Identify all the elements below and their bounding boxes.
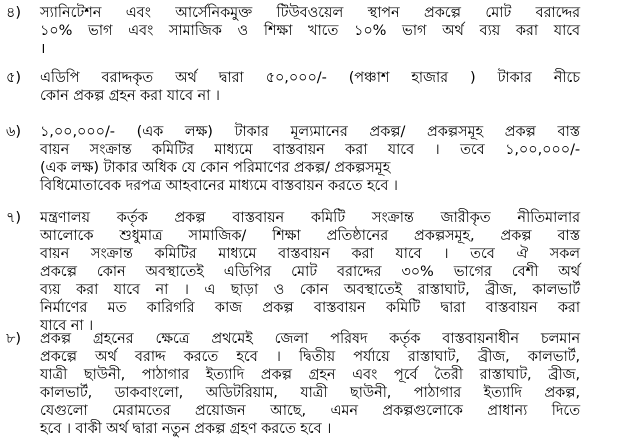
item-text-line: কালভার্ট, ডাকবাংলো, অডিটরিয়াম, যাত্রী ছাউনী, পাঠাগার ইত্যাদি প্রকল্প, [40, 385, 580, 401]
item-text-line: প্রকল্পে অর্থ বরাদ্দ করতে হবে । দ্বিতীয় পর্যায়ে রাস্তাঘাট, ব্রীজ, কালভার্ট, [40, 349, 580, 365]
item-number: ৫) [6, 70, 22, 86]
item-text-line: হবে । বাকী অর্থ দ্বারা নতুন প্রকল্প গ্রহণ করতে হবে । [40, 421, 332, 437]
item-text-line: যাত্রী ছাউনী, পাঠাগার ইত্যাদি প্রকল্প গ্রহন এবং পূর্বে তৈরী রাস্তাঘাট, ব্রীজ, [40, 367, 580, 383]
item-text-line: প্রকল্প গ্রহনের ক্ষেত্রে প্রথমেই জেলা পরিষদ কর্তৃক বাস্তবায়নাধীন চলমান [40, 331, 580, 347]
item-text-line: কোন প্রকল্প গ্রহন করা যাবে না । [40, 88, 220, 104]
item-text-line: মন্ত্রণালয় কর্তৃক প্রকল্প বাস্তবায়ন কমিটি সংক্রান্ত জারীকৃত নীতিমালার [40, 210, 580, 226]
item-text-line: আলোকে শুধুমাত্র সামাজিক/ শিক্ষা প্রতিষ্ঠানের প্রকল্পসমূহ, প্রকল্প বাস্ত [40, 228, 580, 244]
item-text-line: ১০% ভাগ এবং সামাজিক ও শিক্ষা খাতে ১০% ভাগ অর্থ ব্যয় করা যাবে [40, 23, 580, 39]
item-text-line: যেগুলো মেরামতের প্রয়োজন আছে, এমন প্রকল্পগুলোকে প্রাধান্য দিতে [40, 403, 580, 419]
item-text-line: বায়ন সংক্রান্ত কমিটির মাধ্যমে বাস্তবায়ন করা যাবে । তবে ঐ সকল [40, 246, 580, 262]
item-text-line: ১,০০,০০০/- (এক লক্ষ) টাকার মূল্যমানের প্রকল্প/ প্রকল্পসমূহ প্রকল্প বাস্ত [40, 124, 580, 140]
item-text-line: বায়ন সংক্রান্ত কমিটির মাধ্যমে বাস্তবায়ন করা যাবে । তবে ১,০০,০০০/- [40, 142, 580, 158]
item-text-line: প্রকল্পে কোন অবস্থাতেই এডিপির মোট বরাদ্দের ৩০% ভাগের বেশী অর্থ [40, 264, 580, 280]
item-text-line: যাবে না । [40, 318, 94, 334]
item-number: ৬) [6, 124, 22, 140]
item-text-line: বিধিমোতাবেক দরপত্র আহবানের মাধ্যমে বাস্তবায়ন করতে হবে । [40, 178, 398, 194]
item-number: ৮) [6, 331, 22, 347]
item-number: ৪) [6, 5, 22, 21]
item-text-line: নির্মাণের মত কারিগরি কাজ প্রকল্প বাস্তবায়ন কমিটি দ্বারা বাস্তবায়ন করা [40, 300, 580, 316]
item-text-line: ব্যয় করা যাবে না । এ ছাড়া ও কোন অবস্থাতেই রাস্তাঘাট, ব্রীজ, কালভার্ট [40, 282, 580, 298]
item-text-line: । [40, 41, 46, 57]
item-text-line: স্যানিটেশন এবং আর্সেনিকমুক্ত টিউবওয়েল স্থাপন প্রকল্পে মোট বরাদ্দের [40, 5, 580, 21]
item-number: ৭) [6, 210, 22, 226]
item-text-line: এডিপি বরাদ্দকৃত অর্থ দ্বারা ৫০,০০০/- (পঞ্চাশ হাজার ) টাকার নীচে [40, 70, 580, 86]
item-text-line: (এক লক্ষ) টাকার অধিক যে কোন পরিমাণের প্রকল্প/ প্রকল্পসমূহ [40, 160, 391, 176]
